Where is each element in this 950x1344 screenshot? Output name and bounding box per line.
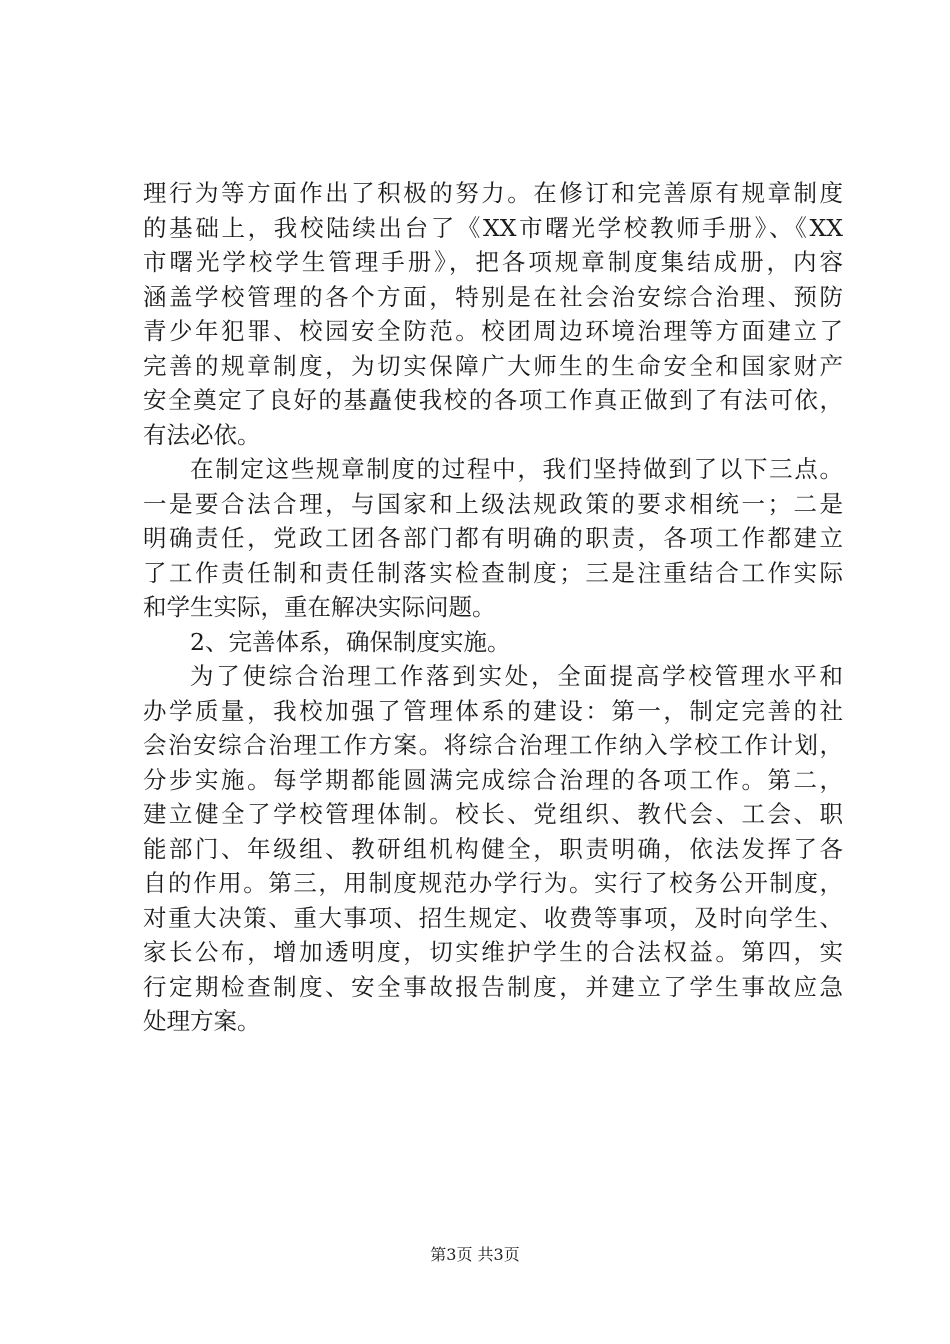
text-line: 建立健全了学校管理体制。校长、党组织、教代会、工会、职 <box>143 800 843 828</box>
text-line: 办学质量，我校加强了管理体系的建设：第一，制定完善的社 <box>143 696 843 725</box>
text-line: 有法必依。 <box>143 420 261 449</box>
page-footer <box>0 1245 950 1265</box>
text-line: 为了使综合治理工作落到实处，全面提高学校管理水平和 <box>190 662 843 690</box>
text-line: 安全奠定了良好的基矗使我校的各项工作真正做到了有法可依， <box>143 386 843 414</box>
text-line: 和学生实际，重在解决实际问题。 <box>143 593 496 621</box>
text-line: 明确责任，党政工团各部门都有明确的职责，各项工作都建立 <box>143 524 843 552</box>
text-line: 行定期检查制度、安全事故报告制度，并建立了学生事故应急 <box>143 972 843 1001</box>
text-line: 自的作用。第三，用制度规范办学行为。实行了校务公开制度， <box>143 869 843 897</box>
text-line: 分步实施。每学期都能圆满完成综合治理的各项工作。第二， <box>143 765 843 794</box>
text-line: 理行为等方面作出了积极的努力。在修订和完善原有规章制度 <box>143 179 843 207</box>
text-line: 青少年犯罪、校园安全防范。校团周边环境治理等方面建立了 <box>143 317 843 345</box>
text-line: 一是要合法合理，与国家和上级法规政策的要求相统一；二是 <box>143 489 843 518</box>
text-line: 会治安综合治理工作方案。将综合治理工作纳入学校工作计划， <box>143 731 843 759</box>
text-line: 在制定这些规章制度的过程中，我们坚持做到了以下三点。 <box>190 455 843 483</box>
text-line: 的基础上，我校陆续出台了《XX市曙光学校教师手册》、《XX <box>143 213 843 242</box>
page-number: 第3页 共3页 <box>430 1245 520 1264</box>
text-line: 能部门、年级组、教研组机构健全，职责明确，依法发挥了各 <box>143 834 843 863</box>
text-line: 家长公布，增加透明度，切实维护学生的合法权益。第四，实 <box>143 938 843 966</box>
text-line: 了工作责任制和责任制落实检查制度；三是注重结合工作实际 <box>143 558 843 587</box>
text-line: 市曙光学校学生管理手册》，把各项规章制度集结成册，内容 <box>143 248 843 276</box>
text-line: 完善的规章制度，为切实保障广大师生的生命安全和国家财产 <box>143 351 843 380</box>
text-line: 处理方案。 <box>143 1007 261 1035</box>
document-body <box>143 176 843 1039</box>
text-line: 对重大决策、重大事项、招生规定、收费等事项，及时向学生、 <box>143 903 843 932</box>
text-line: 涵盖学校管理的各个方面，特别是在社会治安综合治理、预防 <box>143 282 843 311</box>
section-heading: 2、完善体系，确保制度实施。 <box>190 627 511 656</box>
